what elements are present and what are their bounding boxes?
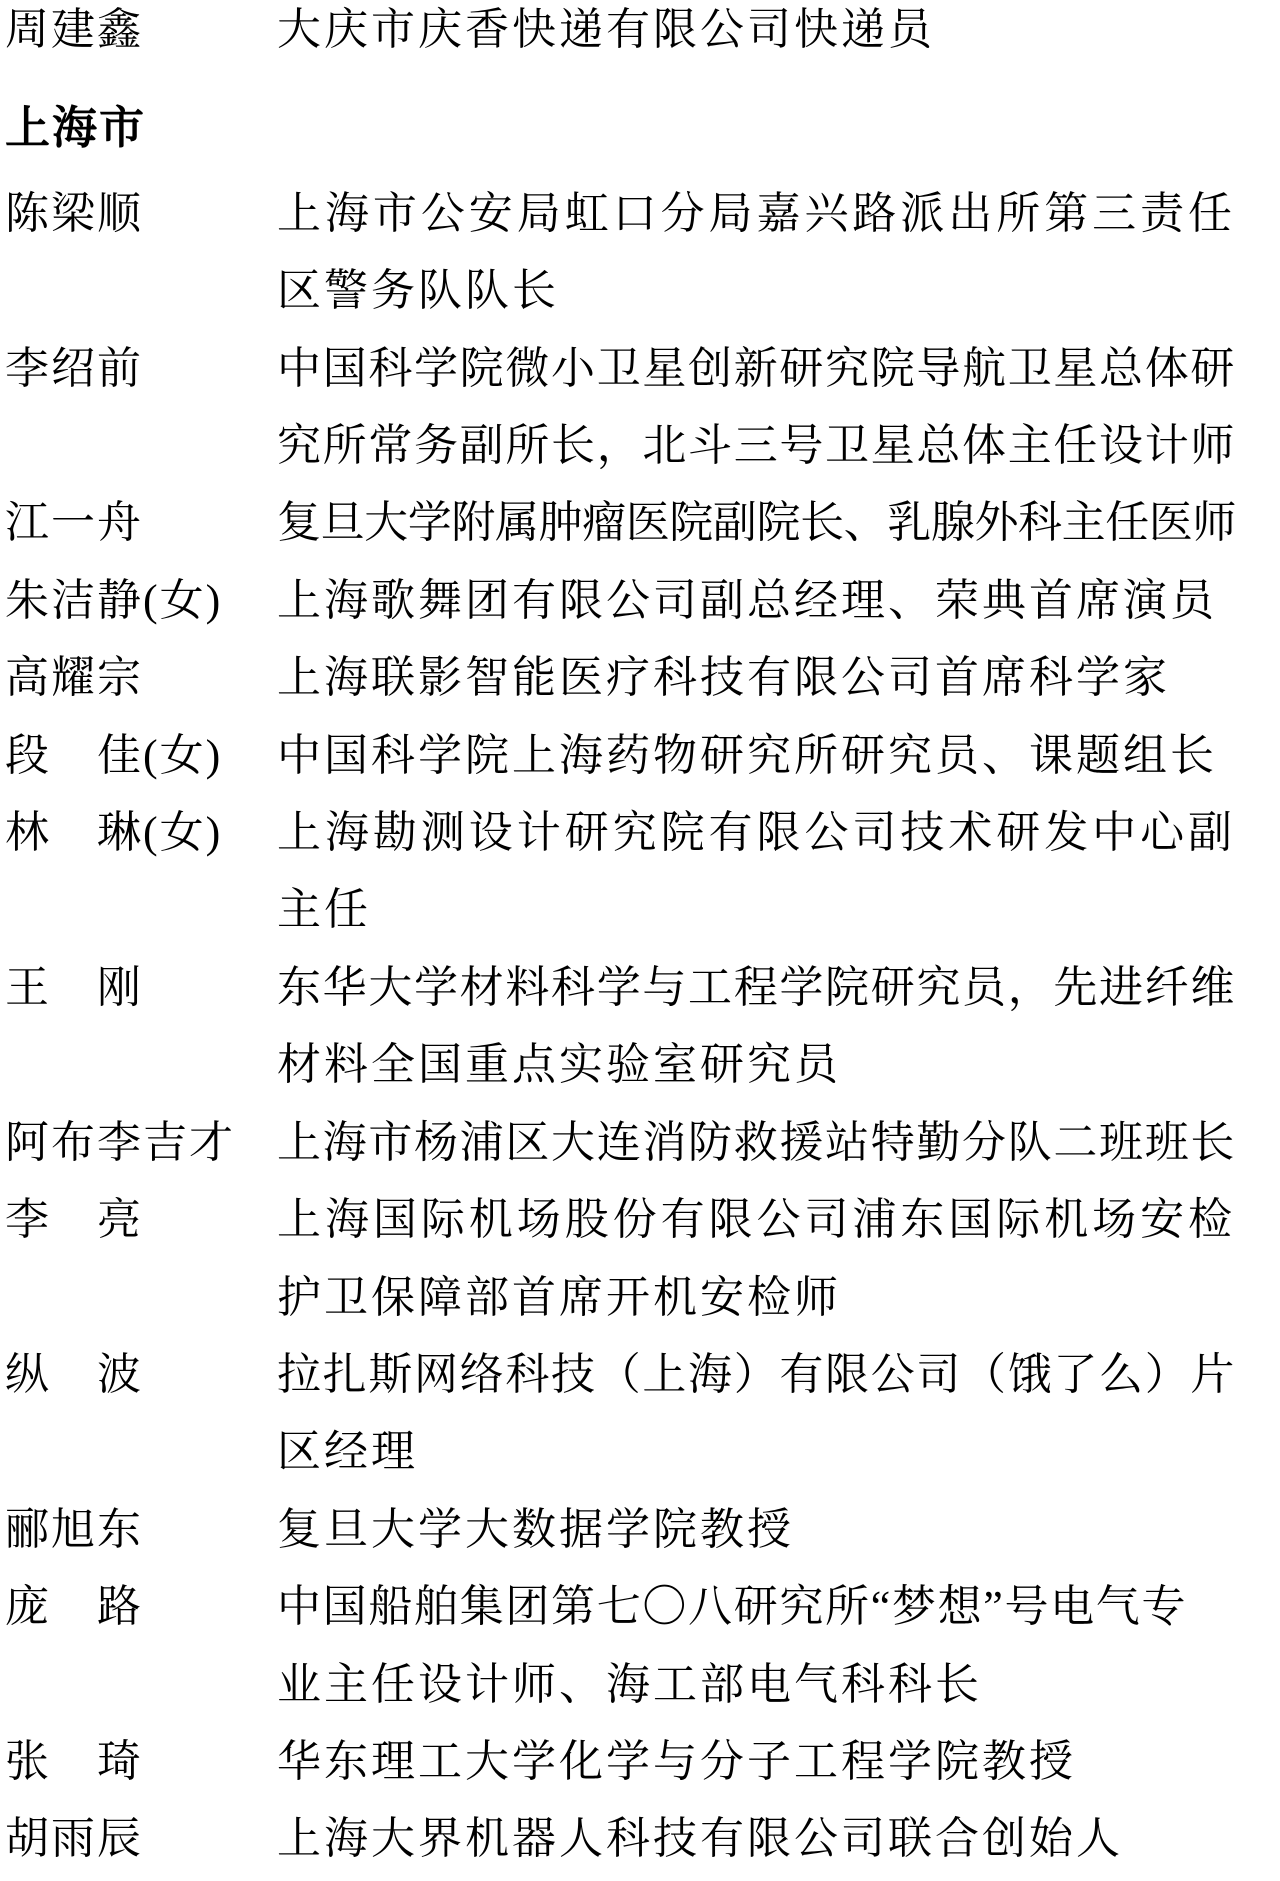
entry-name: 郦旭东: [5, 1504, 143, 1554]
entry-title: [277, 1723, 1236, 1800]
entry-title: [277, 1568, 1236, 1723]
entry-row: [5, 330, 1236, 485]
entry-name: 高耀宗: [5, 653, 143, 703]
entry-title-line: 中国科学院微小卫星创新研究院导航卫星总体研: [277, 343, 1237, 393]
entry-title-line: 材料全国重点实验室研究员: [277, 1040, 841, 1090]
entry-title-line: 东华大学材料科学与工程学院研究员，先进纤维: [277, 962, 1237, 1012]
entry-row: [5, 562, 1236, 639]
entry-title-line: 业主任设计师、海工部电气科科长: [277, 1659, 982, 1709]
entry-title: [277, 1181, 1236, 1336]
entry-row: [5, 1491, 1236, 1568]
province-section-header: 上海市: [5, 102, 147, 154]
entry-name: 江一舟: [5, 498, 143, 548]
entry-row: [5, 175, 1236, 330]
entry-title: [277, 1336, 1236, 1491]
entries-list: [5, 0, 1236, 1878]
entry-row: [5, 1568, 1236, 1723]
entry-title: [277, 175, 1236, 330]
entry-row: [5, 1723, 1236, 1800]
entry-row: [5, 639, 1236, 716]
entry-title-line: 主任: [277, 885, 371, 935]
entry-name: 陈梁顺: [5, 188, 143, 238]
entry-title: [277, 0, 1236, 68]
entry-title-line: 上海大界机器人科技有限公司联合创始人: [277, 1814, 1123, 1864]
entry-name: 周建鑫: [5, 5, 143, 54]
entry-title: [277, 639, 1236, 716]
entry-title: [277, 484, 1236, 561]
entry-title-line: 上海国际机场股份有限公司浦东国际机场安检: [277, 1195, 1236, 1245]
entry-title-line: 上海勘测设计研究院有限公司技术研发中心副: [277, 808, 1236, 858]
entry-title: [277, 1104, 1236, 1181]
entry-title-line: 上海歌舞团有限公司副总经理、荣典首席演员: [277, 575, 1217, 625]
entry-title: [277, 330, 1236, 485]
entry-title: [277, 1800, 1236, 1877]
entry-name: 李 亮: [5, 1195, 143, 1245]
entry-name: 李绍前: [5, 343, 143, 393]
entry-title: [277, 1491, 1236, 1568]
entry-row: [5, 484, 1236, 561]
entry-title-line: 上海联影智能医疗科技有限公司首席科学家: [277, 653, 1170, 703]
entry-row: [5, 1336, 1236, 1491]
entry-row: [5, 794, 1236, 949]
entry-name: 朱洁静(女): [5, 575, 223, 625]
entry-title-line: 华东理工大学化学与分子工程学院教授: [277, 1736, 1076, 1786]
entry-row: [5, 1800, 1236, 1877]
entry-name: 林 琳(女): [5, 808, 223, 858]
entry-title-line: 中国船舶集团第七〇八研究所“梦想”号电气专: [277, 1582, 1188, 1632]
entry-title: [277, 717, 1236, 794]
entry-title-line: 拉扎斯网络科技（上海）有限公司（饿了么）片: [277, 1349, 1237, 1399]
entry-title: [277, 949, 1236, 1104]
entry-row: [5, 1181, 1236, 1336]
entry-title: [277, 562, 1236, 639]
entry-title-line: 究所常务副所长，北斗三号卫星总体主任设计师: [277, 421, 1237, 471]
entry-name: 王 刚: [5, 962, 143, 1012]
entry-row: [5, 717, 1236, 794]
entry-title-line: 复旦大学附属肿瘤医院副院长、乳腺外科主任医师: [277, 498, 1236, 548]
entry-name: 庞 路: [5, 1582, 143, 1632]
entry-title-line: 区警务队队长: [277, 266, 559, 316]
entry-row: [5, 1104, 1236, 1181]
entry-title: [277, 794, 1236, 949]
entry-name: 纵 波: [5, 1349, 143, 1399]
entry-title-line: 护卫保障部首席开机安检师: [277, 1272, 841, 1322]
entry-title-line: 大庆市庆香快递有限公司快递员: [277, 5, 935, 54]
entry-name: 张 琦: [5, 1736, 143, 1786]
entry-row: [5, 0, 1236, 68]
entry-title-line: 上海市杨浦区大连消防救援站特勤分队二班班长: [277, 1117, 1237, 1167]
entry-name: 段 佳(女): [5, 730, 223, 780]
entry-name: 阿布李吉才: [5, 1117, 235, 1167]
entry-title-line: 区经理: [277, 1427, 418, 1477]
entry-name: 胡雨辰: [5, 1814, 143, 1864]
entry-title-line: 上海市公安局虹口分局嘉兴路派出所第三责任: [277, 188, 1236, 238]
entry-title-line: 复旦大学大数据学院教授: [277, 1504, 794, 1554]
entry-row: [5, 949, 1236, 1104]
entry-title-line: 中国科学院上海药物研究所研究员、课题组长: [277, 730, 1217, 780]
